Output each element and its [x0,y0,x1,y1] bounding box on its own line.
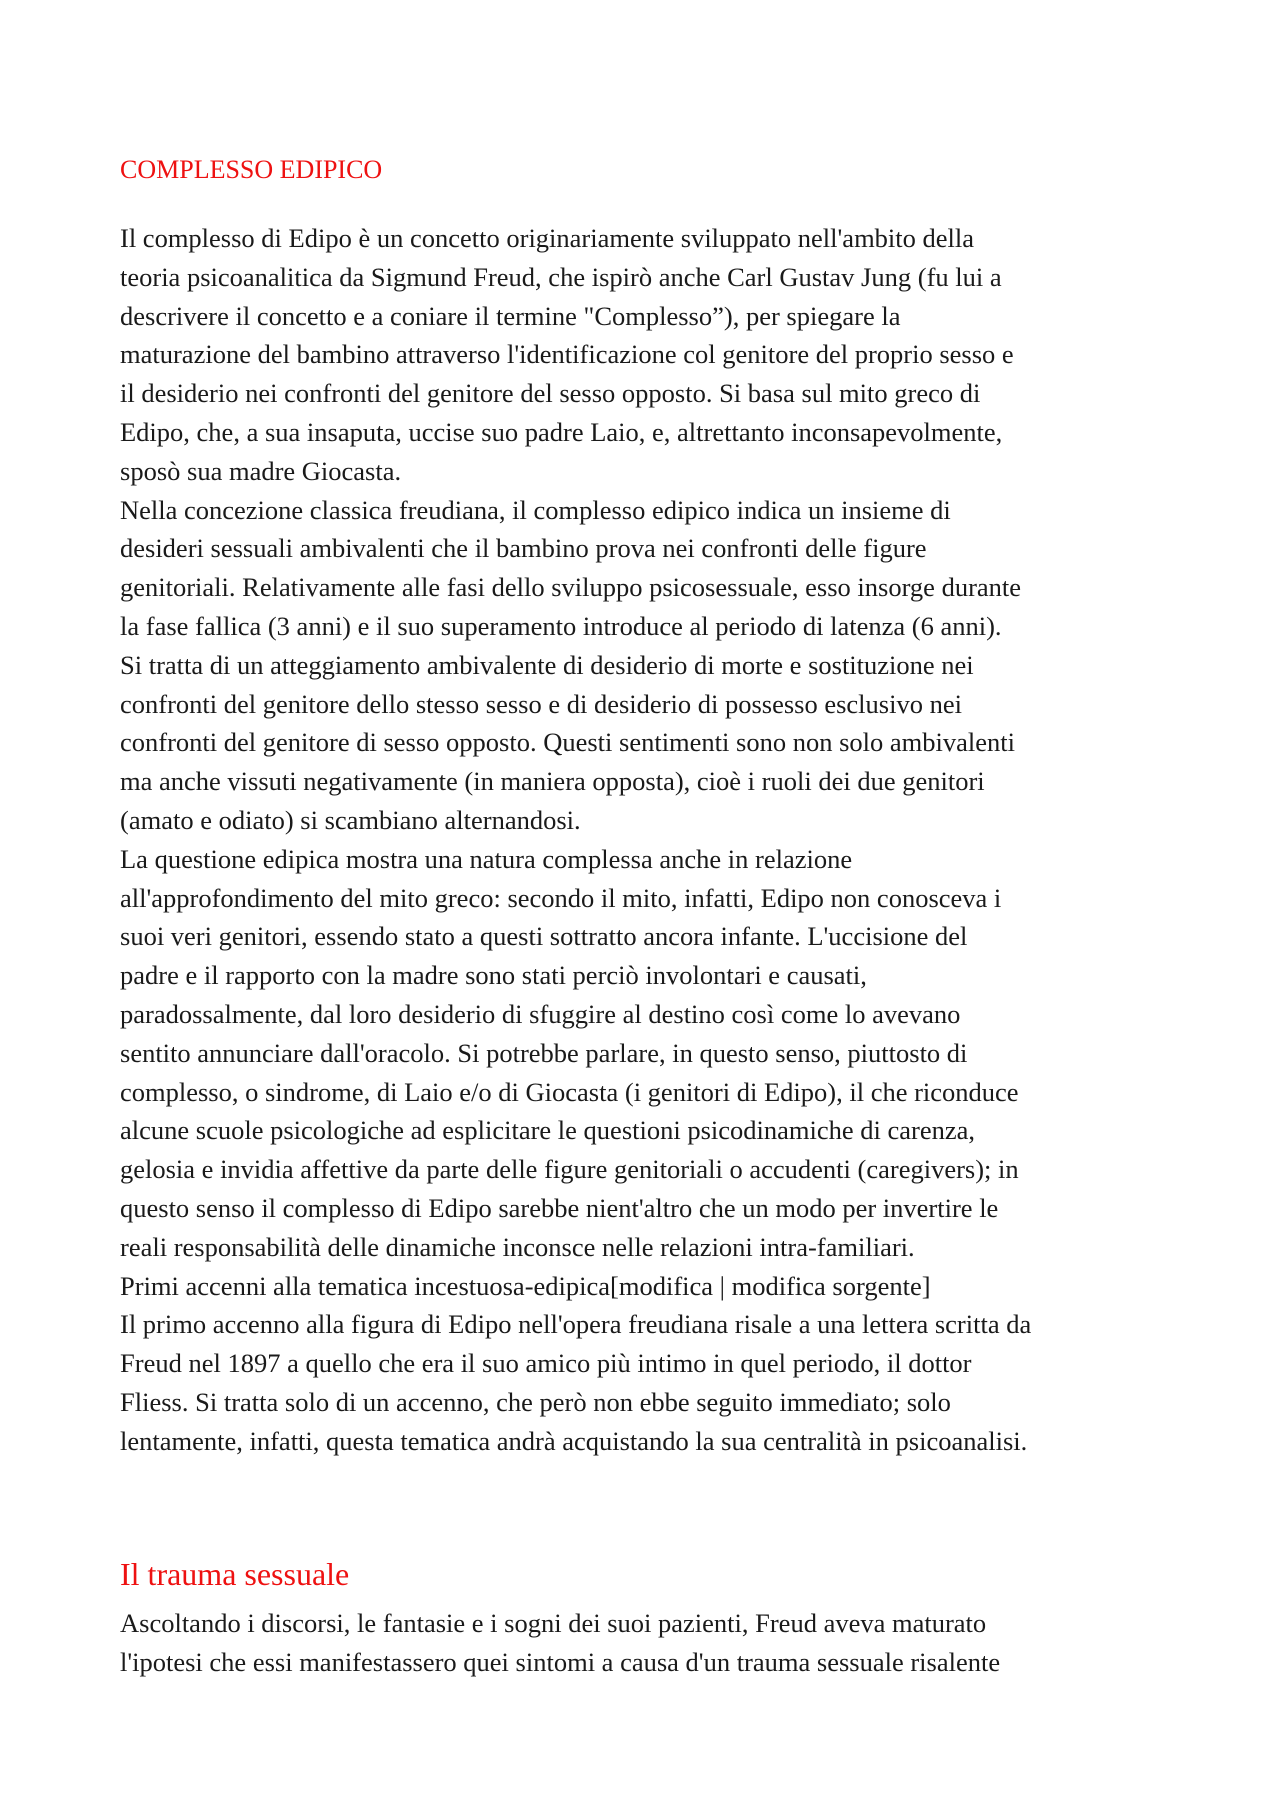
text-line: teoria psicoanalitica da Sigmund Freud, che ispirò anche Carl Gustav Jung (fu lui a [120,261,1002,292]
text-line: confronti del genitore di sesso opposto. Questi sentimenti sono non solo ambivalenti [120,727,1015,758]
body-paragraph [120,219,1180,1461]
text-line: (amato e odiato) si scambiano alternandosi. [120,804,581,835]
text-line: desideri sessuali ambivalenti che il bambino prova nei confronti delle figure [120,533,927,564]
text-line: il desiderio nei confronti del genitore del sesso opposto. Si basa sul mito greco di [120,378,981,409]
text-line: la fase fallica (3 anni) e il suo superamento introduce al periodo di latenza (6 anni). [120,610,1002,641]
text-line: sposò sua madre Giocasta. [120,455,402,486]
text-line: sentito annunciare dall'oracolo. Si potrebbe parlare, in questo senso, piuttosto di [120,1037,968,1068]
text-line: Freud nel 1897 a quello che era il suo amico più intimo in quel periodo, il dottor [120,1348,972,1379]
text-line: suoi veri genitori, essendo stato a questi sottratto ancora infante. L'uccisione del [120,921,968,952]
text-line: Ascoltando i discorsi, le fantasie e i sogni dei suoi pazienti, Freud aveva maturato [120,1608,987,1638]
text-line: ma anche vissuti negativamente (in maniera opposta), cioè i ruoli dei due genitori [120,766,985,797]
text-line: maturazione del bambino attraverso l'identificazione col genitore del proprio sesso e [120,339,1014,370]
section-heading: Il trauma sessuale [120,1556,350,1592]
section-paragraph [120,1604,1180,1682]
text-line: descrivere il concetto e a coniare il termine "Complesso”), per spiegare la [120,300,901,331]
text-line: Nella concezione classica freudiana, il complesso edipico indica un insieme di [120,494,951,525]
text-line: complesso, o sindrome, di Laio e/o di Giocasta (i genitori di Edipo), il che riconduce [120,1076,1019,1107]
text-line: alcune scuole psicologiche ad esplicitare le questioni psicodinamiche di carenza, [120,1115,976,1146]
text-line: Fliess. Si tratta solo di un accenno, che però non ebbe seguito immediato; solo [120,1386,951,1417]
text-line: Il primo accenno alla figura di Edipo nell'opera freudiana risale a una lettera scritta da [120,1309,1032,1340]
text-line: lentamente, infatti, questa tematica andrà acquistando la sua centralità in psicoanalisi. [120,1425,1028,1456]
text-line: Primi accenni alla tematica incestuosa-edipica[modifica | modifica sorgente] [120,1270,931,1301]
text-line: gelosia e invidia affettive da parte delle figure genitoriali o accudenti (caregivers); in [120,1154,1019,1185]
text-line: all'approfondimento del mito greco: secondo il mito, infatti, Edipo non conosceva i [120,882,1002,913]
text-line: La questione edipica mostra una natura complessa anche in relazione [120,843,853,874]
text-line: Edipo, che, a sua insaputa, uccise suo padre Laio, e, altrettanto inconsapevolmente, [120,416,1003,447]
text-line: l'ipotesi che essi manifestassero quei sintomi a causa d'un trauma sessuale risalente [120,1646,1001,1677]
text-line: Il complesso di Edipo è un concetto originariamente sviluppato nell'ambito della [120,223,975,253]
text-line: confronti del genitore dello stesso sesso e di desiderio di possesso esclusivo nei [120,688,962,719]
text-line: questo senso il complesso di Edipo sarebbe nient'altro che un modo per invertire le [120,1192,999,1223]
text-line: genitoriali. Relativamente alle fasi dello sviluppo psicosessuale, esso insorge durante [120,572,1022,603]
text-line: Si tratta di un atteggiamento ambivalente di desiderio di morte e sostituzione nei [120,649,974,680]
text-line: padre e il rapporto con la madre sono stati perciò involontari e causati, [120,960,867,991]
text-line: paradossalmente, dal loro desiderio di sfuggire al destino così come lo avevano [120,998,961,1029]
document-title: COMPLESSO EDIPICO [120,155,383,184]
text-line: reali responsabilità delle dinamiche inconsce nelle relazioni intra-familiari. [120,1231,915,1262]
